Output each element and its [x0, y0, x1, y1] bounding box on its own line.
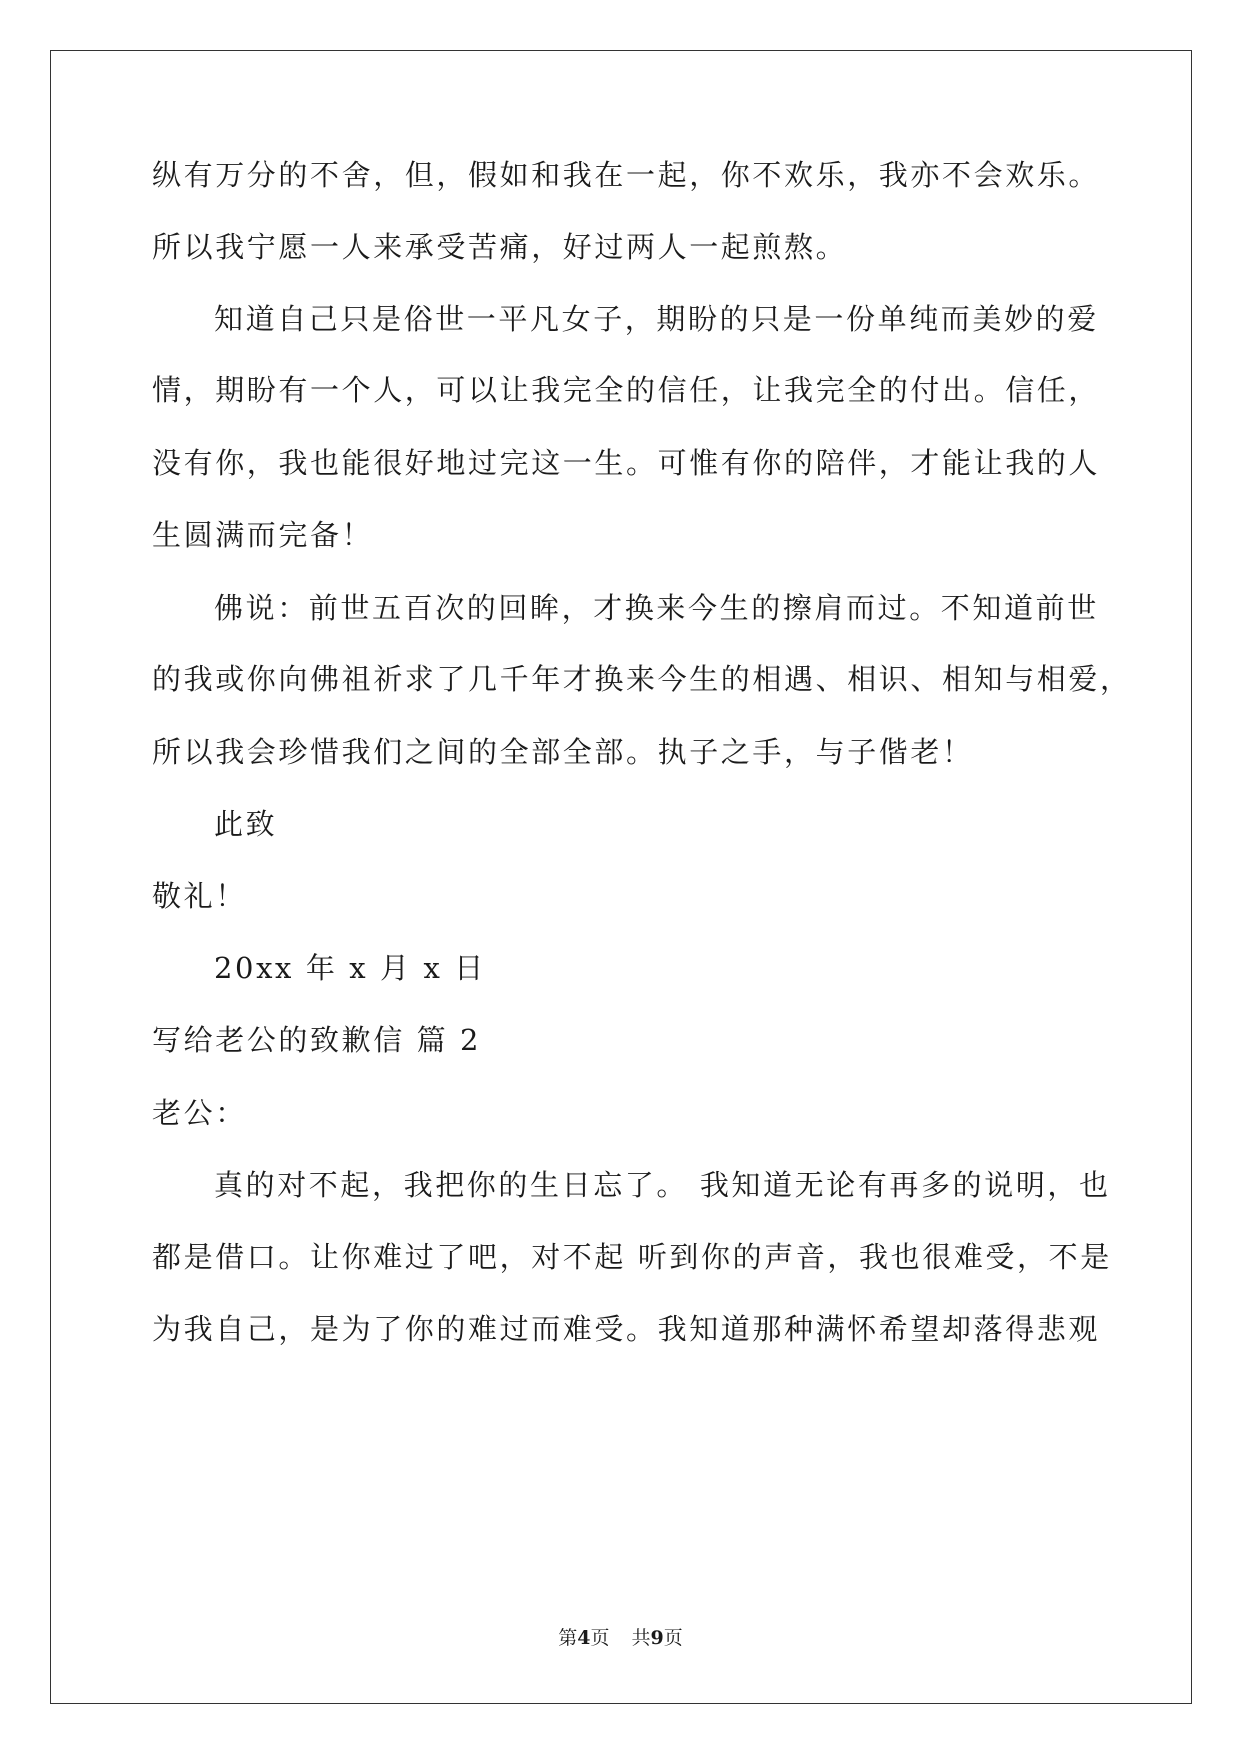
text-line: 情，期盼有一个人，可以让我完全的信任，让我完全的付出。信任，: [152, 373, 1101, 407]
total-page-number: 9: [650, 1627, 664, 1649]
letter-date: 20xx 年 x 月 x 日: [214, 951, 486, 985]
text-line: 生圆满而完备！: [152, 518, 374, 552]
closing-phrase: 此致: [214, 807, 278, 841]
text-line: 都是借口。让你难过了吧，对不起 听到你的声音，我也很难受，不是: [152, 1240, 1112, 1274]
text-line: 所以我会珍惜我们之间的全部全部。执子之手，与子偕老！: [152, 735, 974, 769]
text-line: 真的对不起，我把你的生日忘了。 我知道无论有再多的说明，也: [214, 1168, 1111, 1202]
total-prefix: 共: [631, 1627, 651, 1649]
text-line: 纵有万分的不舍，但，假如和我在一起，你不欢乐，我亦不会欢乐。: [152, 158, 1101, 192]
letter-greeting: 老公：: [152, 1096, 247, 1130]
text-line: 的我或你向佛祖祈求了几千年才换来今生的相遇、相识、相知与相爱，: [152, 662, 1132, 696]
text-line: 知道自己只是俗世一平凡女子，期盼的只是一份单纯而美妙的爱: [214, 302, 1099, 336]
total-unit: 页: [663, 1627, 683, 1649]
page-footer: [0, 1626, 1241, 1650]
text-line: 没有你，我也能很好地过完这一生。可惟有你的陪伴，才能让我的人: [152, 446, 1101, 480]
section-heading: 写给老公的致歉信 篇 2: [152, 1023, 482, 1057]
text-line: 所以我宁愿一人来承受苦痛，好过两人一起煎熬。: [152, 230, 848, 264]
current-page-number: 4: [577, 1627, 591, 1649]
page-unit: 页: [590, 1627, 610, 1649]
salutation: 敬礼！: [152, 879, 247, 913]
text-line: 为我自己，是为了你的难过而难受。我知道那种满怀希望却落得悲观: [152, 1312, 1101, 1346]
text-line: 佛说：前世五百次的回眸，才换来今生的擦肩而过。不知道前世: [214, 591, 1099, 625]
page-prefix: 第: [558, 1627, 578, 1649]
